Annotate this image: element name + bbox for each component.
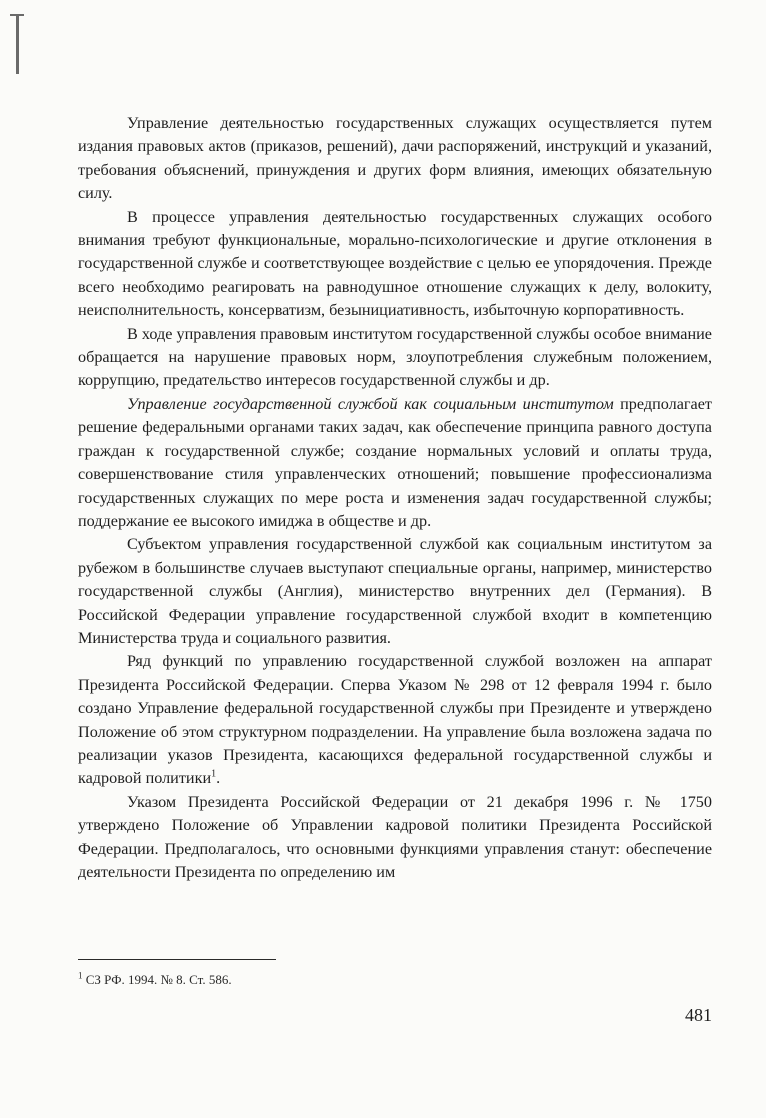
paragraph-4-italic-lead: Управление государственной службой как социальным институтом — [127, 394, 614, 413]
paragraph-1: Управление деятельностью государственных служащих осуществляется путем издания правовых актов (приказов, решений), дачи распоряжений, инструкций и указаний, требования объяснений, принуждения и других форм влияния, имеющих обязательную силу. — [78, 114, 712, 203]
footnote-divider — [78, 959, 276, 960]
paragraph-2: В процессе управления деятельностью государственных служащих особого внимания требуют функциональные, морально-психологические и другие отклонения в государственной службе и соответствующее воздействие с целью ее упорядочения. Прежде всего необходимо реагировать на равнодушное отношение служащих к делу, волокиту, неисполнительность, консерватизм, безынициативность, избыточную корпоративность. — [78, 207, 712, 320]
footnote-marker: 1 — [78, 970, 83, 981]
paragraph-4-body: предполагает решение федеральными органами таких задач, как обеспечение принципа равного доступа граждан к государственной службе; создание нормальных условий и оплаты труда, совершенствование стиля управленческих отношений; повышение профессионализма государственных служащих по мере роста и изменения задач государственной службы; поддержание ее высокого имиджа в обществе и др. — [78, 394, 712, 530]
main-text — [78, 112, 712, 884]
footnote-reference: 1 — [211, 768, 217, 780]
paragraph-3: В ходе управления правовым институтом государственной службы особое внимание обращается на нарушение правовых норм, злоупотребления служебным положением, коррупцию, предательство интересов государственной службы и др. — [78, 324, 712, 390]
paragraph-6-body: Ряд функций по управлению государственной службой возложен на аппарат Президента Российской Федерации. Сперва Указом № 298 от 12 февраля 1994 г. было создано Управление федеральной государственной службы при Президенте и утверждено Положение об этом структурном подразделении. На управление была возложена задача по реализации указов Президента, касающихся федеральной государственной службы и кадровой политики — [78, 652, 712, 788]
paragraph-6 — [78, 650, 712, 790]
page-number: 481 — [685, 1005, 712, 1025]
scan-edge-mark — [16, 14, 19, 74]
footnote — [78, 972, 232, 988]
paragraph-7: Указом Президента Российской Федерации от 21 декабря 1996 г. № 1750 утверждено Положение об Управлении кадровой политики Президента Российской Федерации. Предполагалось, что основными функциями управления станут: обеспечение деятельности Президента по определению им — [78, 792, 712, 881]
footnote-text: СЗ РФ. 1994. № 8. Ст. 586. — [85, 972, 232, 987]
paragraph-6-end: . — [216, 769, 221, 788]
paragraph-4 — [78, 393, 712, 533]
paragraph-5: Субъектом управления государственной службой как социальным институтом за рубежом в большинстве случаев выступают специальные органы, например, министерство государственной службы (Англия), министерство внутренних дел (Германия). В Российской Федерации управление государственной службой входит в компетенцию Министерства труда и социального развития. — [78, 535, 712, 647]
